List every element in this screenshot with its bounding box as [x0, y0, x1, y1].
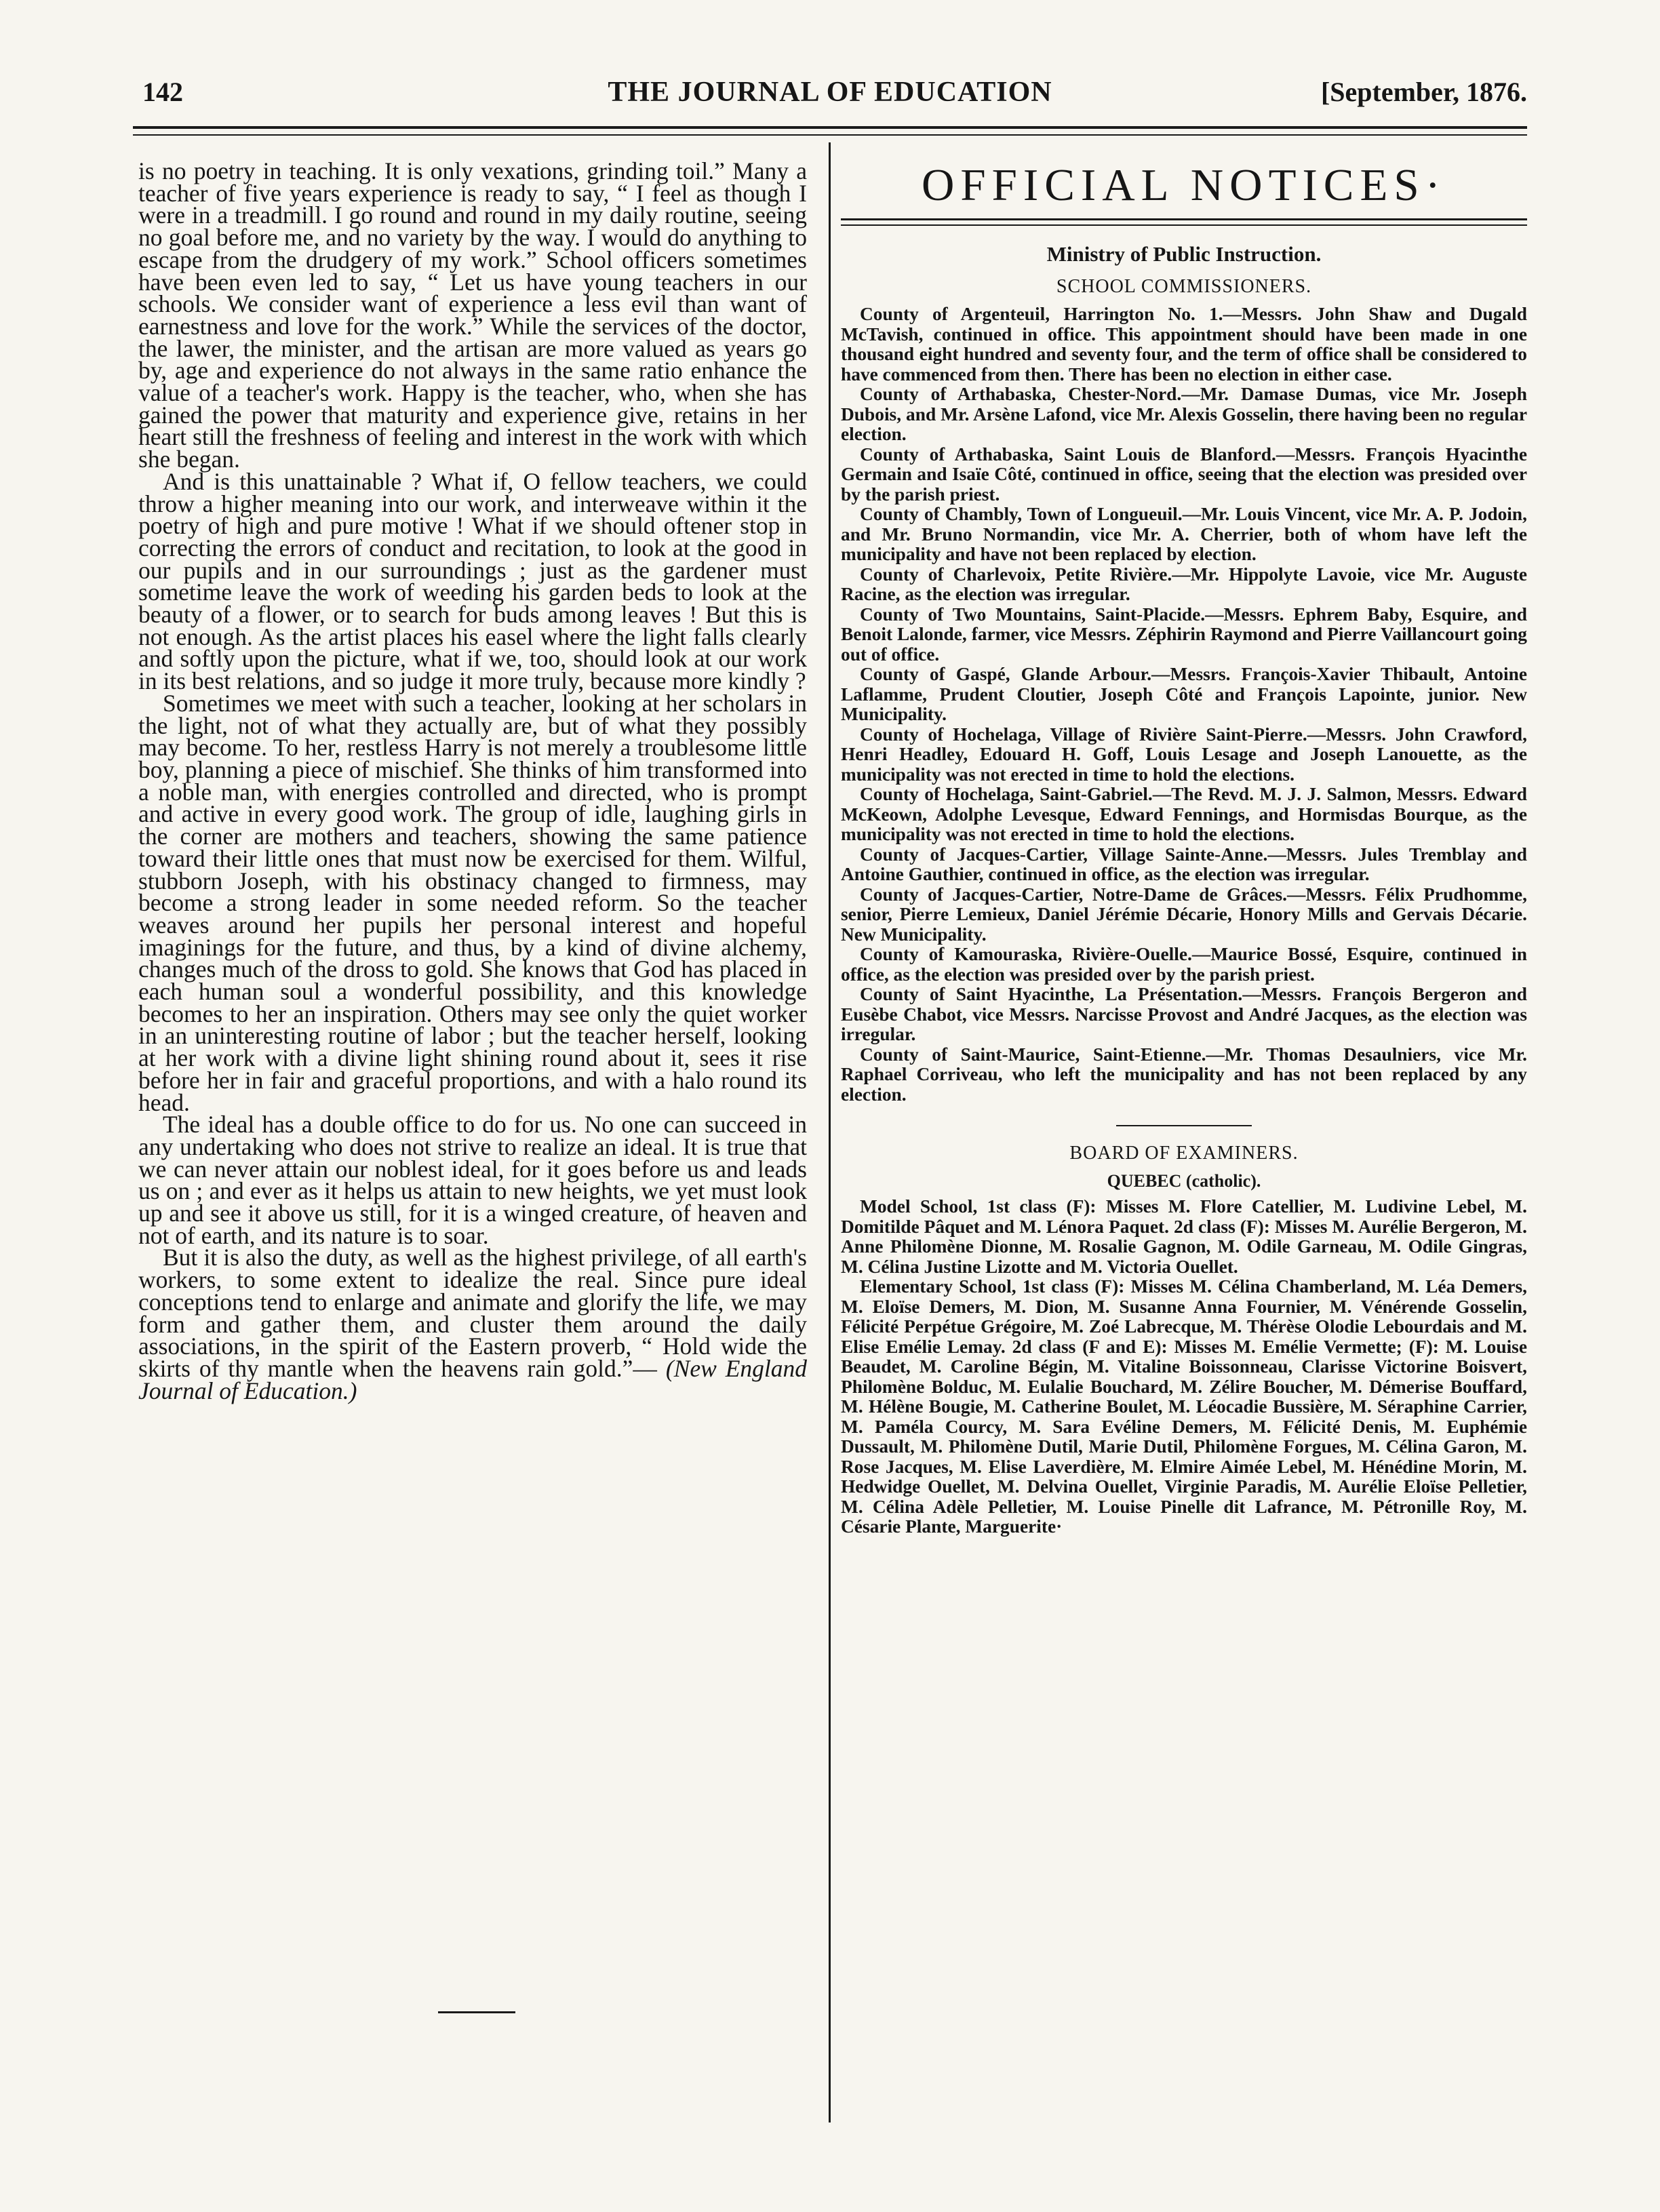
official-notices-title: OFFICIAL NOTICES· — [922, 160, 1446, 210]
header-rule-thin — [133, 134, 1527, 136]
commissioner-notice: County of Hochelaga, Village of Rivière Saint-Pierre.—Messrs. John Crawford, Henri Headley, Edouard H. Goff, Louis Lesage and Joseph Lanouette, as the municipality was not erected in time to hold the elections. — [841, 724, 1527, 785]
article-end-rule — [438, 2011, 515, 2013]
quebec-catholic-subheading: QUEBEC (catholic). — [1107, 1171, 1261, 1191]
column-divider — [829, 142, 831, 2122]
article-paragraph: is no poetry in teaching. It is only vexations, grinding toil.” Many a teacher of five years experience is ready to say, “ I feel as though I were in a treadmill. I go round and round in my daily routine, seeing no goal before me, and no variety by the way. I would do anything to escape from the drudgery of my work.” School officers sometimes have been even led to say, “ Let us have young teachers in our schools. We consider want of experience a less evil than want of earnestness and love for the work.” While the services of the doctor, the lawer, the minister, and the artisan are more valued as years go by, age and experience do not always in the same ratio enhance the value of a teacher's work. Happy is the teacher, who, when she has gained the power that maturity and experience give, retains in her heart still the freshness of feeling and interest in the work with which she began. — [138, 157, 807, 473]
header-rule-thick — [133, 126, 1527, 129]
title-rule-thin — [841, 224, 1527, 226]
notices-column — [841, 160, 1527, 1537]
article-paragraph-final — [138, 1246, 807, 1402]
commissioner-notice: County of Gaspé, Glande Arbour.—Messrs. François-Xavier Thibault, Antoine Laflamme, Prudent Cloutier, Joseph Côté and François Lapointe, junior. New Municipality. — [841, 664, 1527, 724]
article-paragraph: Sometimes we meet with such a teacher, looking at her scholars in the light, not of what they actually are, but of what they possibly may become. To her, restless Harry is not merely a troublesome little boy, planning a piece of mischief. She thinks of him transformed into a noble man, with energies controlled and directed, who is prompt and active in every good work. The group of idle, laughing girls in the corner are mothers and teachers, showing the same patience toward their little ones that must now be exercised for them. Wilful, stubborn Joseph, with his obstinacy changed to firmness, may become a strong leader in some needed reform. So the teacher weaves around her pupils her personal interest and hopeful imaginings for the future, and thus, by a kind of divine alchemy, changes much of the dross to gold. She knows that God has placed in each human soul a wonderful possibility, and this knowledge becomes to her an inspiration. Others may see only the quiet worker in an uninteresting routine of labor ; but the teacher herself, looking at her work with a divine light shining round about it, sees it rise before her in fair and graceful proportions, and with a halo round its head. — [138, 689, 807, 1116]
commissioner-notice: County of Saint-Maurice, Saint-Etienne.—Mr. Thomas Desaulniers, vice Mr. Raphael Corriveau, who left the municipality and has not been replaced by any election. — [841, 1044, 1527, 1105]
journal-title: THE JOURNAL OF EDUCATION — [608, 77, 1052, 108]
running-header — [133, 73, 1527, 114]
commissioner-notice: County of Chambly, Town of Longueuil.—Mr. Louis Vincent, vice Mr. A. P. Jodoin, and Mr. Bruno Normandin, vice Mr. A. Cherrier, both of whom have left the municipality and have not been replaced by election. — [841, 504, 1527, 564]
examiner-notice: Model School, 1st class (F): Misses M. Flore Catellier, M. Ludivine Lebel, M. Domitilde Pâquet and M. Lénora Paquet. 2d class (F): Misses M. Aurélie Bergeron, M. Anne Philomène Dionne, M. Rosalie Gagnon, M. Odile Garneau, M. Odile Gingras, M. Célina Justine Lizotte and M. Victoria Ouellet. — [841, 1196, 1527, 1277]
commissioner-notice: County of Arthabaska, Saint Louis de Blanford.—Messrs. François Hyacinthe Germain and Isaïe Côté, continued in office, seeing that the election was presided over by the parish priest. — [841, 443, 1527, 505]
commissioner-notice: County of Kamouraska, Rivière-Ouelle.—Maurice Bossé, Esquire, continued in office, as the election was presided over by the parish priest. — [841, 944, 1527, 985]
commissioner-notice: County of Jacques-Cartier, Notre-Dame de Grâces.—Messrs. Félix Prudhomme, senior, Pierre Lemieux, Daniel Jérémie Décarie, Honory Mills and Gervais Décarie. New Municipality. — [841, 884, 1527, 945]
commissioner-notice: County of Saint Hyacinthe, La Présentation.—Messrs. François Bergeron and Eusèbe Chabot, vice Messrs. Narcisse Provost and André Jacques, as the election was irregular. — [841, 984, 1527, 1044]
title-rule-thick — [841, 218, 1527, 220]
article-paragraph-text: But it is also the duty, as well as the highest privilege, of all earth's workers, to some extent to idealize the real. Since pure ideal conceptions tend to enlarge and animate and glorify the life, we may form and gather them, and cluster them around the daily associations, in the spirit of the Eastern proverb, “ Hold wide the skirts of thy mantle when the heavens rain gold.”— — [138, 1244, 807, 1382]
article-column — [138, 157, 808, 1404]
commissioner-notice: County of Argenteuil, Harrington No. 1.—Messrs. John Shaw and Dugald McTavish, continued in office. This appointment should have been made in one thousand eight hundred and seventy four, and the term of office shall be considered to have commenced from then. There has been no election in either case. — [841, 304, 1527, 384]
commissioner-notice: County of Two Mountains, Saint-Placide.—Messrs. Ephrem Baby, Esquire, and Benoit Lalonde, farmer, vice Messrs. Zéphirin Raymond and Pierre Vaillancourt going out of office. — [841, 604, 1527, 665]
school-commissioners-heading: SCHOOL COMMISSIONERS. — [1056, 276, 1312, 297]
section-divider-rule — [1116, 1125, 1252, 1126]
article-paragraph: And is this unattainable ? What if, O fellow teachers, we could throw a higher meaning into our work, and interweave within it the poetry of high and pure motive ! What if we should oftener stop in correcting the errors of conduct and recitation, to look at the good in our pupils and in our surroundings ; just as the gardener must sometime leave the work of weeding his garden beds to look at the beauty of a flower, or to search for buds among leaves ! But this is not enough. As the artist places his easel where the light falls clearly and softly upon the picture, what if we, too, should look at our work in its best relations, and so judge it more truly, because more kindly ? — [138, 467, 807, 695]
article-paragraph: The ideal has a double office to do for us. No one can succeed in any undertaking who does not strive to realize an ideal. It is true that we can never attain our noblest ideal, for it goes before us and leads us on ; and ever as it helps us attain to new heights, we yet must look up and see it above us still, for it is a winged creature, of heaven and not of earth, and its nature is to soar. — [138, 1111, 807, 1249]
commissioner-notice: County of Hochelaga, Saint-Gabriel.—The Revd. M. J. J. Salmon, Messrs. Edward McKeown, Adolphe Levesque, Edward Fennings, and Hormisdas Bourque, as the municipality was not erected in time to hold the elections. — [841, 784, 1527, 844]
ministry-heading: Ministry of Public Instruction. — [1046, 242, 1322, 266]
commissioner-notice: County of Charlevoix, Petite Rivière.—Mr. Hippolyte Lavoie, vice Mr. Auguste Racine, as the election was irregular. — [841, 564, 1527, 604]
examiner-notice: Elementary School, 1st class (F): Misses M. Célina Chamberland, M. Léa Demers, M. Eloïse Demers, M. Dion, M. Susanne Anna Fournier, M. Vénérende Gosselin, Félicité Perpétue Grégoire, M. Zoé Labrecque, M. Thérèse Olodie Lebourdais and M. Elise Emélie Lemay. 2d class (F and E): Misses M. Emélie Vermette; (F): M. Louise Beaudet, M. Caroline Bégin, M. Vitaline Boissonneau, Clarisse Victorine Boisvert, Philomène Bolduc, M. Eulalie Bouchard, M. Zélire Boucher, M. Démerise Bouffard, M. Hélène Bougie, M. Catherine Boulet, M. Léocadie Bussière, M. Séraphine Carrier, M. Paméla Courcy, M. Sara Evéline Demers, M. Félicité Denis, M. Euphémie Dussault, M. Philomène Dutil, Marie Dutil, Philomène Forgues, M. Célina Garon, M. Rose Jacques, M. Elise Laverdière, M. Elmire Aimée Lebel, M. Hénédine Morin, M. Hedwidge Ouellet, M. Delvina Ouellet, Virginie Paradis, M. Aurélie Eloïse Pelletier, M. Célina Adèle Pelletier, M. Louise Pinelle dit Lafrance, M. Pétronille Roy, M. Césarie Plante, Marguerite· — [841, 1276, 1527, 1537]
commissioner-notice: County of Arthabaska, Chester-Nord.—Mr. Damase Dumas, vice Mr. Joseph Dubois, and Mr. Arsène Lafond, vice Mr. Alexis Gosselin, there having been no regular election. — [841, 384, 1527, 444]
article-source: (New England Journal of Education.) — [138, 1354, 808, 1404]
issue-date: [September, 1876. — [1320, 77, 1527, 107]
page-number: 142 — [142, 77, 183, 107]
board-of-examiners-heading: BOARD OF EXAMINERS. — [1069, 1143, 1299, 1164]
commissioner-notice: County of Jacques-Cartier, Village Sainte-Anne.—Messrs. Jules Tremblay and Antoine Gauthier, continued in office, as the election was irregular. — [841, 844, 1527, 884]
